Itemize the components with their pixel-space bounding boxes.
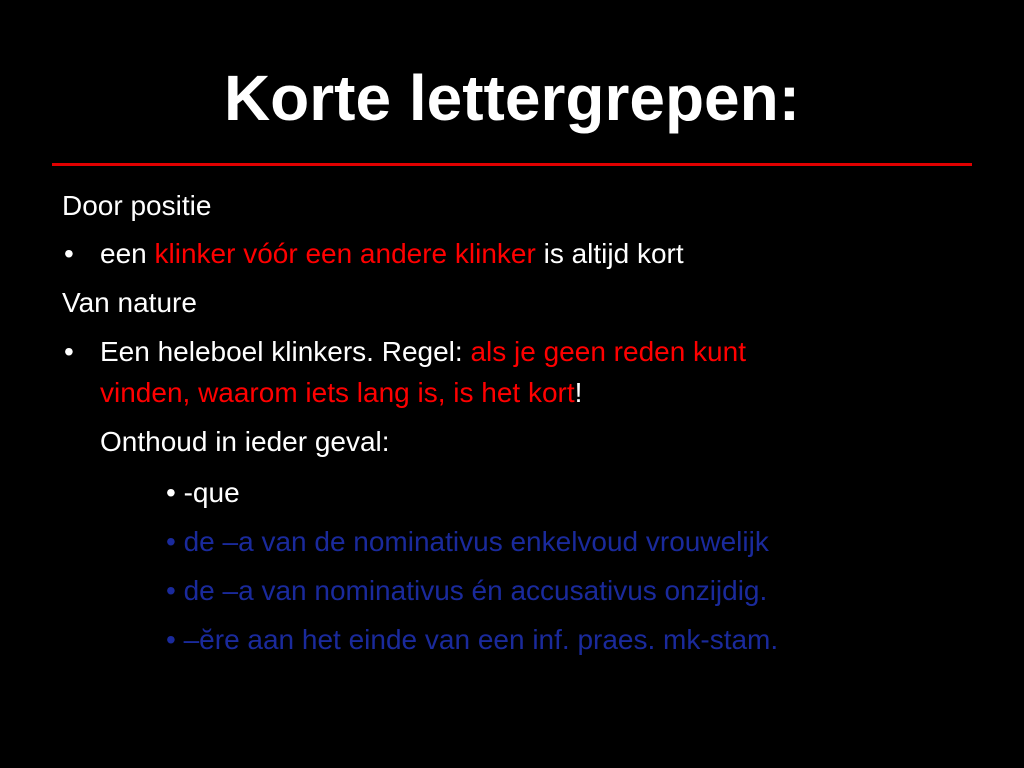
bullet-text-before: een [100, 238, 155, 269]
bullet-text-after: ! [574, 377, 583, 408]
remember-line: Onthoud in ieder geval: [100, 426, 390, 457]
sub-bullet-marker: • [166, 526, 176, 557]
bullet-text-after: is altijd kort [535, 238, 684, 269]
sub-bullet-item [166, 575, 767, 607]
bullet-text-highlight: klinker vóór een andere klinker [154, 238, 536, 269]
sub-bullet-text: -que [183, 477, 240, 508]
sub-bullet-text: de –a van de nominativus enkelvoud vrouwelijk [183, 526, 769, 557]
bullet-item-klinker [100, 238, 684, 270]
sub-bullet-marker: • [166, 624, 176, 655]
bullet-item-regel-line2 [100, 377, 582, 409]
slide-title: Korte lettergrepen: [223, 62, 801, 134]
bullet-marker: • [64, 238, 74, 269]
bullet-text-before: Een heleboel klinkers. Regel: [100, 336, 471, 367]
sub-bullet-marker: • [166, 477, 176, 508]
bullet-marker: • [64, 336, 74, 367]
sub-bullet-text: de –a van nominativus én accusativus onzijdig. [183, 575, 768, 606]
title-divider [52, 163, 972, 166]
bullet-text-highlight: als je geen reden kunt [470, 336, 746, 367]
bullet-item-regel-line1 [100, 336, 746, 368]
bullet-text-highlight: vinden, waarom iets lang is, is het kort [100, 377, 575, 408]
sub-bullet-item [166, 624, 778, 656]
section-heading-door-positie: Door positie [62, 190, 212, 221]
section-heading-van-nature: Van nature [62, 287, 197, 318]
sub-bullet-item [166, 526, 769, 558]
sub-bullet-item [166, 477, 240, 509]
sub-bullet-text: –ĕre aan het einde van een inf. praes. mk-stam. [183, 624, 779, 655]
sub-bullet-marker: • [166, 575, 176, 606]
